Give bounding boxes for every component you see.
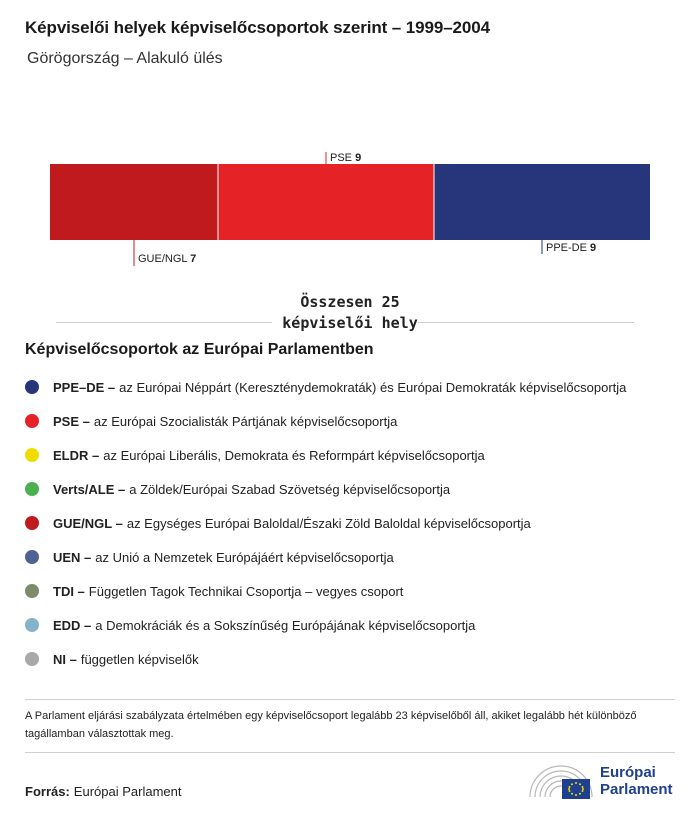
legend-dot-icon (25, 448, 39, 462)
data-label: GUE/NGL 7 (138, 253, 197, 265)
total-divider-right (418, 322, 634, 323)
legend-dot-icon (25, 584, 39, 598)
legend-item (25, 608, 626, 642)
legend-dot-icon (25, 550, 39, 564)
legend-dot-icon (25, 482, 39, 496)
bar-segment-ppe-de (434, 164, 650, 240)
legend-desc: a Zöldek/Európai Szabad Szövetség képviselőcsoportja (129, 481, 451, 497)
legend-item (25, 506, 626, 540)
legend-abbr: UEN – (53, 549, 92, 565)
legend-desc: Független Tagok Technikai Csoportja – vegyes csoport (88, 583, 404, 599)
data-label: PSE 9 (330, 152, 362, 164)
legend-desc: független képviselők (80, 651, 199, 667)
data-label: PPE-DE 9 (546, 242, 597, 254)
bar-segment-pse (218, 164, 434, 240)
legend-abbr: PPE–DE – (53, 379, 116, 395)
legend-abbr: TDI – (53, 583, 85, 599)
legend-abbr: PSE – (53, 413, 90, 429)
legend-title: Képviselőcsoportok az Európai Parlamentben (25, 341, 374, 358)
european-parliament-logo (528, 760, 678, 802)
total-seats-label: Összesen 25 képviselői hely (282, 293, 418, 332)
legend-dot-icon (25, 618, 39, 632)
legend-abbr: GUE/NGL – (53, 515, 123, 531)
chart-title: Képviselői helyek képviselőcsoportok szerint – 1999–2004 (25, 18, 490, 37)
legend-desc: a Demokráciák és a Sokszínűség Európájának képviselőcsoportja (95, 617, 476, 633)
logo-text (600, 764, 673, 798)
legend (25, 370, 626, 676)
legend-desc: az Unió a Nemzetek Európájáért képviselőcsoportja (95, 549, 394, 565)
legend-dot-icon (25, 516, 39, 530)
source-value: Európai Parlament (73, 784, 182, 799)
legend-abbr: Verts/ALE – (53, 481, 126, 497)
legend-desc: az Európai Néppárt (Kereszténydemokraták) és Európai Demokraták képviselőcsoportja (119, 379, 627, 395)
legend-abbr: EDD – (53, 617, 92, 633)
bar-segment-gue-ngl (50, 164, 218, 240)
legend-dot-icon (25, 652, 39, 666)
logo-line-1: Európai (600, 764, 656, 781)
stacked-bar-chart (0, 140, 700, 275)
legend-abbr: NI – (53, 651, 77, 667)
legend-dot-icon (25, 380, 39, 394)
legend-item (25, 438, 626, 472)
legend-item (25, 404, 626, 438)
legend-item (25, 370, 626, 404)
legend-dot-icon (25, 414, 39, 428)
chart-subtitle: Görögország – Alakuló ülés (27, 50, 223, 67)
legend-item (25, 574, 626, 608)
legend-desc: az Európai Liberális, Demokrata és Reformpárt képviselőcsoportja (103, 447, 485, 463)
legend-item (25, 472, 626, 506)
parliament-hemicycle-eu-flag-icon (528, 761, 594, 801)
source (25, 784, 181, 799)
divider (25, 752, 675, 753)
footnote: A Parlament eljárási szabályzata értelmében egy képviselőcsoport legalább 23 képviselőből áll, akiket legalább hét különböző tagállamban választottak meg. (25, 710, 637, 740)
legend-desc: az Egységes Európai Baloldal/Északi Zöld Baloldal képviselőcsoportja (126, 515, 531, 531)
total-divider-left (56, 322, 272, 323)
divider (25, 699, 675, 700)
legend-desc: az Európai Szocialisták Pártjának képviselőcsoportja (93, 413, 398, 429)
source-label: Forrás: (25, 784, 70, 799)
legend-item (25, 540, 626, 574)
logo-line-2: Parlament (600, 781, 673, 798)
legend-item (25, 642, 626, 676)
legend-abbr: ELDR – (53, 447, 100, 463)
